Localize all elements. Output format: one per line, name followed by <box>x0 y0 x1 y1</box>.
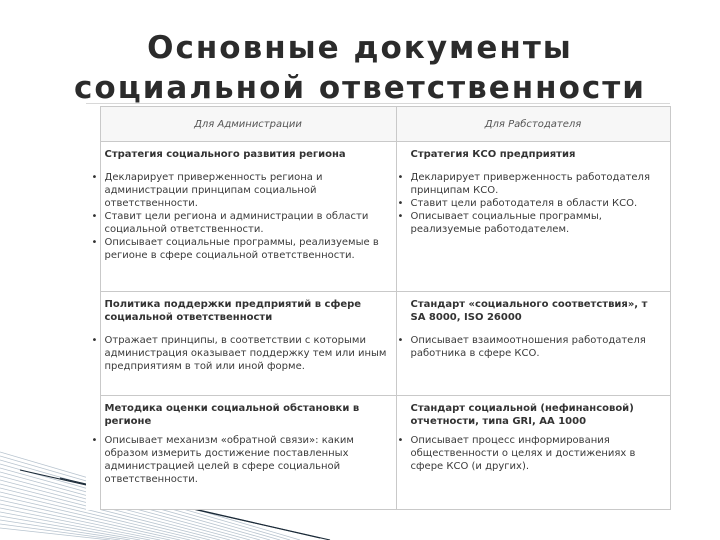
list-item: • Декларирует приверженность работодателя принципам КСО. <box>411 171 666 197</box>
cell-reporting-standard <box>396 395 670 509</box>
list-item: • Описывает механизм «обратной связи»: каким образом измерить достижение поставленных администрацией целей в сфере социальной ответственности. <box>105 434 392 486</box>
section-title: Методика оценки социальной обстановки в регионе <box>104 402 360 427</box>
bullet-gutter <box>86 107 100 142</box>
slide-title-line-1: Основные документы <box>147 30 573 66</box>
cell-region-strategy <box>100 142 396 292</box>
section-title: Стратегия социального развития региона <box>104 149 346 160</box>
list-item: • Отражает принципы, в соответствии с которыми администрация оказывает поддержку тем или иным предприятиям в той или иной форме. <box>105 334 392 373</box>
cell-social-compliance-standard <box>396 292 670 395</box>
table-row <box>86 292 670 395</box>
list-item: • Описывает социальные программы, реализуемые работодателем. <box>411 210 666 236</box>
item-list <box>411 434 666 473</box>
list-item: • Ставит цели работодателя в области КСО. <box>411 197 666 210</box>
item-list <box>105 334 392 373</box>
header-employer: Для Рабстодателя <box>396 107 670 142</box>
section-title: Стратегия КСО предприятия <box>410 149 576 160</box>
cell-csr-strategy <box>396 142 670 292</box>
list-item: • Ставит цели региона и администрации в области социальной ответственности. <box>105 210 392 236</box>
item-list <box>105 171 392 262</box>
documents-table <box>86 106 671 510</box>
list-item: • Описывает социальные программы, реализуемые в регионе в сфере социальной ответственности. <box>105 236 392 262</box>
item-list <box>105 434 392 486</box>
table-row <box>86 395 670 509</box>
bullet-gutter <box>86 395 100 509</box>
section-title: Политика поддержки предприятий в сфере социальной ответственности <box>104 299 362 324</box>
table-row <box>86 142 670 292</box>
list-item: • Декларирует приверженность региона и администрации принципам социальной ответственности. <box>105 171 392 210</box>
section-title: Стандарт социальной (нефинансовой) отчетности, типа GRI, AA 1000 <box>410 402 634 427</box>
cell-assessment-method <box>100 395 396 509</box>
section-title: Стандарт «социального соответствия», т SA 8000, ISO 26000 <box>410 299 648 324</box>
list-item: • Описывает процесс информирования общественности о целях и достижениях в сфере КСО (и других). <box>411 434 666 473</box>
item-list <box>411 334 666 360</box>
slide-title <box>0 28 720 108</box>
list-item: • Описывает взаимоотношения работодателя работника в сфере КСО. <box>411 334 666 360</box>
header-administration: Для Администрации <box>100 107 396 142</box>
table-header-row <box>86 107 670 142</box>
item-list <box>411 171 666 236</box>
slide-title-line-2: социальной ответственности <box>74 70 646 106</box>
cell-support-policy <box>100 292 396 395</box>
